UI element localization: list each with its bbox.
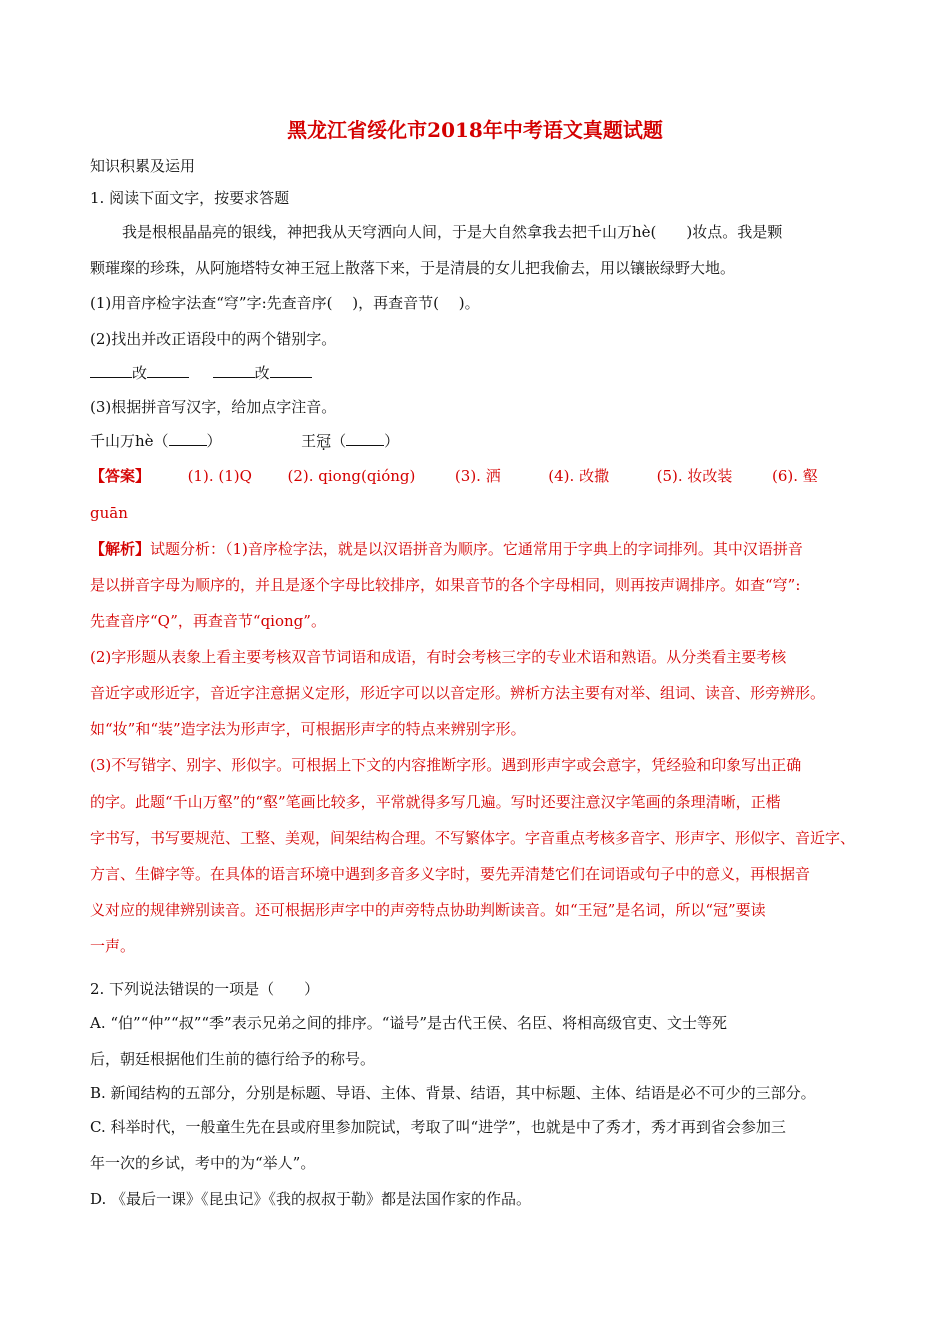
- answer-label: 【答案】: [90, 467, 151, 485]
- analysis-line: 义对应的规律辨别读音。还可根据形声字中的声旁特点协助判断读音。如“王冠”是名词，所以“冠”要读: [90, 901, 766, 919]
- answer-blank: [147, 363, 189, 378]
- analysis-line: 的字。此题“千山万壑”的“壑”笔画比较多，平常就得多写几遍。写时还要注意汉字笔画的条理清晰，正楷: [90, 793, 781, 811]
- fix-label: 改: [254, 364, 270, 382]
- q2-option-a-cont: 后，朝廷根据他们生前的德行给予的称号。: [90, 1050, 376, 1068]
- answer-blank: [169, 431, 207, 446]
- analysis-line: [90, 539, 880, 559]
- answer-blank: [346, 431, 384, 446]
- q1-sub1: (1)用音序检字法查“穹”字:先查音序( )，再查音节( )。: [90, 294, 480, 312]
- answer-item: (2). qiong(qióng): [287, 467, 416, 485]
- section-heading: 知识积累及运用: [90, 157, 196, 175]
- q1-sub2: (2)找出并改正语段中的两个错别字。: [90, 330, 337, 348]
- q2-option-c: C. 科举时代，一般童生先在县或府里参加院试，考取了叫“进学”，也就是中了秀才，秀才再到省会参加三: [90, 1118, 786, 1136]
- analysis-line: 先查音序“Q”，再查音节“qiong”。: [90, 612, 326, 630]
- sub3-b-char: 王: [301, 432, 317, 450]
- q1-sub3-items: [90, 431, 880, 451]
- answer-item: (3). 洒: [454, 467, 501, 485]
- fix-label: 改: [132, 364, 148, 382]
- dotted-char: 冠: [316, 432, 332, 450]
- answer-item: (5). 妆改装: [656, 467, 733, 485]
- document-title: 黑龙江省绥化市2018年中考语文真题试题: [287, 118, 663, 142]
- q1-passage-line-2: 颗璀璨的珍珠，从阿施塔特女神王冠上散落下来，于是清晨的女儿把我偷去，用以镶嵌绿野大地。: [90, 259, 736, 277]
- answer-blank: [213, 363, 255, 378]
- analysis-line: 方言、生僻字等。在具体的语言环境中遇到多音多义字时，要先弄清楚它们在词语或句子中的意义，再根据音: [90, 865, 811, 883]
- answer-row: [90, 466, 880, 486]
- q2-option-a: A. “伯”“仲”“叔”“季”表示兄弟之间的排序。“谥号”是古代王侯、名臣、将相高级官吏、文士等死: [90, 1014, 728, 1032]
- q1-passage-line-1: 我是根根晶晶亮的银线，神把我从天穹洒向人间，于是大自然拿我去把千山万hè( )妆点。我是颗: [122, 223, 783, 241]
- sub3-b-open: （: [331, 432, 347, 450]
- sub3-a-label: 千山万hè（: [90, 432, 169, 450]
- analysis-text: 试题分析：（1)音序检字法，就是以汉语拼音为顺序。它通常用于字典上的字词排列。其中汉语拼音: [150, 540, 803, 558]
- analysis-line: (3)不写错字、别字、形似字。可根据上下文的内容推断字形。遇到形声字或会意字，凭经验和印象写出正确: [90, 756, 802, 774]
- answer-blank: [270, 363, 312, 378]
- answer-item: (4). 改撒: [548, 467, 610, 485]
- analysis-line: 是以拼音字母为顺序的，并且是逐个字母比较排序，如果音节的各个字母相同，则再按声调排序。如查“穹”:: [90, 576, 801, 594]
- answer-item: (6). 壑: [772, 467, 818, 485]
- q2-option-b: B. 新闻结构的五部分，分别是标题、导语、主体、背景、结语，其中标题、主体、结语是必不可少的三部分。: [90, 1084, 816, 1102]
- analysis-line: 字书写，书写要规范、工整、美观，间架结构合理。不写繁体字。字音重点考核多音字、形声字、形似字、音近字、: [90, 829, 856, 847]
- analysis-line: 音近字或形近字，音近字注意据义定形，形近字可以以音定形。辨析方法主要有对举、组词、读音、形旁辨形。: [90, 684, 826, 702]
- answer-item: (1). (1)Q: [187, 467, 252, 485]
- answer-tail: guān: [90, 504, 128, 522]
- analysis-line: 如“妆”和“装”造字法为形声字，可根据形声字的特点来辨别字形。: [90, 720, 526, 738]
- q1-sub2-blanks: [90, 363, 880, 383]
- answer-blank: [90, 363, 132, 378]
- analysis-line: (2)字形题从表象上看主要考核双音节词语和成语，有时会考核三字的专业术语和熟语。从分类看主要考核: [90, 648, 787, 666]
- q1-stem: 1. 阅读下面文字，按要求答题: [90, 189, 290, 207]
- q2-stem: 2. 下列说法错误的一项是（ ）: [90, 980, 320, 998]
- analysis-line: 一声。: [90, 937, 136, 955]
- analysis-label: 【解析】: [90, 540, 151, 558]
- q2-option-c-cont: 年一次的乡试，考中的为“举人”。: [90, 1154, 316, 1172]
- q1-sub3: (3)根据拼音写汉字，给加点字注音。: [90, 398, 337, 416]
- sub3-a-end: ）: [206, 432, 222, 450]
- q2-option-d: D. 《最后一课》《昆虫记》《我的叔叔于勒》都是法国作家的作品。: [90, 1190, 532, 1208]
- sub3-b-end: ）: [384, 432, 400, 450]
